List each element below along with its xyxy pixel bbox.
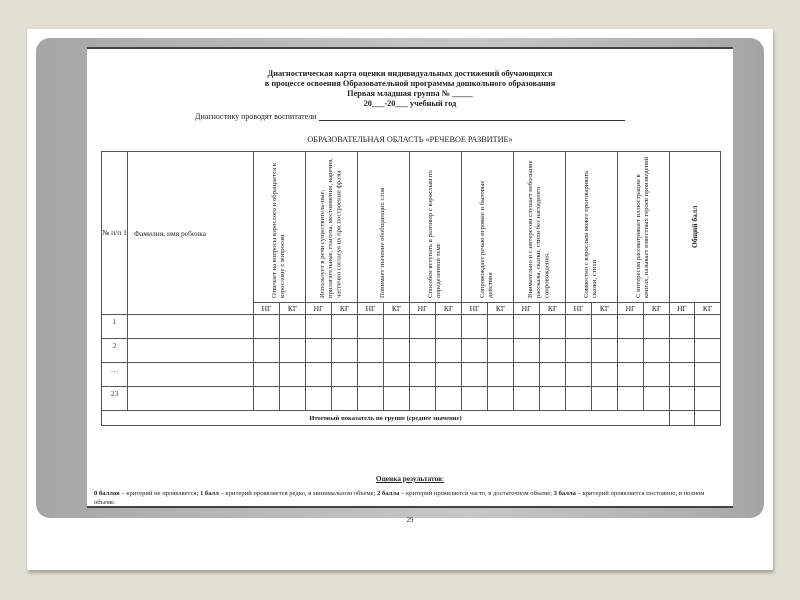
- score-cell-kg[interactable]: [644, 315, 670, 339]
- score-cell-kg[interactable]: [592, 363, 618, 387]
- criterion-label: Способен вступать в разговор с взрослым по определенной теме: [427, 170, 443, 298]
- score-1-text: – критерий проявляется редко, в минимальном объеме;: [218, 490, 378, 497]
- criterion-label: Использует в речи существитель-ные, прилагательные, глаголы, местоимения, наречия, частично согласуя их при построении фразы: [319, 158, 343, 298]
- area-title: ОБРАЗОВАТЕЛЬНАЯ ОБЛАСТЬ «РЕЧЕВОЕ РАЗВИТИЕ»: [307, 135, 513, 144]
- score-cell-kg[interactable]: [644, 387, 670, 411]
- diagnostic-table: [101, 151, 721, 426]
- score-cell-ng[interactable]: [358, 315, 384, 339]
- teachers-blank: [319, 112, 625, 121]
- table-row: [102, 339, 721, 363]
- score-cell-ng[interactable]: [254, 315, 280, 339]
- score-cell-ng[interactable]: [618, 363, 644, 387]
- score-cell-kg[interactable]: [695, 315, 721, 339]
- criterion-header: [566, 152, 618, 303]
- summary-label: Итоговый показатель по группе (среднее значение): [102, 411, 670, 426]
- score-cell-ng[interactable]: [514, 387, 540, 411]
- total-header: [670, 152, 721, 303]
- score-cell-ng[interactable]: [410, 387, 436, 411]
- score-cell-kg[interactable]: [280, 339, 306, 363]
- score-cell-ng[interactable]: [670, 315, 695, 339]
- total-label: Общий балл: [689, 205, 699, 249]
- score-cell-ng[interactable]: [670, 363, 695, 387]
- score-cell-ng[interactable]: [254, 339, 280, 363]
- criterion-label: Совместно с взрослым может проговаривать сказки, стихи: [583, 170, 599, 298]
- score-cell-kg[interactable]: [644, 363, 670, 387]
- score-cell-ng[interactable]: [254, 387, 280, 411]
- score-cell-ng[interactable]: [566, 387, 592, 411]
- score-cell-kg[interactable]: [695, 363, 721, 387]
- ng-label: НГ: [358, 303, 384, 315]
- child-name-cell[interactable]: [128, 387, 254, 411]
- score-cell-kg[interactable]: [384, 363, 410, 387]
- score-cell-kg[interactable]: [592, 387, 618, 411]
- score-1-label: 1 балл: [199, 490, 219, 497]
- kg-label: КГ: [436, 303, 462, 315]
- score-0-label: 0 баллов: [94, 490, 120, 497]
- score-cell-ng[interactable]: [358, 387, 384, 411]
- ng-label: НГ: [566, 303, 592, 315]
- criterion-label: Понимает значение обобщающих слов: [379, 187, 387, 298]
- score-cell-kg[interactable]: [488, 363, 514, 387]
- score-cell-ng[interactable]: [306, 387, 332, 411]
- score-cell-ng[interactable]: [410, 315, 436, 339]
- score-cell-kg[interactable]: [384, 339, 410, 363]
- score-cell-ng[interactable]: [358, 363, 384, 387]
- kg-label: КГ: [384, 303, 410, 315]
- criterion-header: [462, 152, 514, 303]
- data-rows: [102, 315, 721, 411]
- score-cell-kg[interactable]: [540, 315, 566, 339]
- group-line: Первая младшая группа № _____: [347, 89, 473, 98]
- score-0-text: – критерий не проявляется;: [119, 490, 200, 497]
- score-3-label: 3 балла: [553, 490, 576, 497]
- score-cell-kg[interactable]: [540, 339, 566, 363]
- criterion-header: [618, 152, 670, 303]
- criterion-header: [306, 152, 358, 303]
- score-cell-ng[interactable]: [514, 339, 540, 363]
- score-cell-kg[interactable]: [488, 387, 514, 411]
- kg-label: КГ: [695, 303, 721, 315]
- ng-label: НГ: [670, 303, 695, 315]
- score-cell-kg[interactable]: [384, 315, 410, 339]
- document-page: [87, 47, 733, 524]
- score-cell-kg[interactable]: [332, 387, 358, 411]
- ng-label: НГ: [410, 303, 436, 315]
- criterion-label: Отвечает на вопросы взрослого и обращается к взрослому с вопросом: [271, 162, 287, 298]
- criterion-header: [410, 152, 462, 303]
- row-number: 1: [102, 315, 128, 339]
- child-name-cell[interactable]: [128, 339, 254, 363]
- criterion-label: Сопровождает речью игровые и бытовые действия: [479, 180, 495, 298]
- score-cell-kg[interactable]: [695, 387, 721, 411]
- score-cell-kg[interactable]: [436, 363, 462, 387]
- score-cell-ng[interactable]: [618, 339, 644, 363]
- kg-label: КГ: [488, 303, 514, 315]
- score-cell-kg[interactable]: [592, 339, 618, 363]
- page-number: 29: [406, 516, 414, 524]
- score-cell-kg[interactable]: [488, 315, 514, 339]
- score-cell-kg[interactable]: [280, 315, 306, 339]
- ng-label: НГ: [514, 303, 540, 315]
- table-row: [102, 387, 721, 411]
- score-cell-kg[interactable]: [488, 339, 514, 363]
- summary-cell-kg: [695, 411, 721, 426]
- score-cell-ng[interactable]: [618, 315, 644, 339]
- kg-label: КГ: [644, 303, 670, 315]
- teachers-line: [195, 112, 625, 121]
- score-cell-ng[interactable]: [306, 339, 332, 363]
- score-cell-ng[interactable]: [566, 363, 592, 387]
- ng-label: НГ: [462, 303, 488, 315]
- score-cell-kg[interactable]: [644, 339, 670, 363]
- criterion-header: [358, 152, 410, 303]
- results-title-colon: :: [442, 474, 445, 483]
- summary-cell-ng: [670, 411, 695, 426]
- score-cell-ng[interactable]: [462, 363, 488, 387]
- ng-label: НГ: [254, 303, 280, 315]
- score-cell-ng[interactable]: [358, 339, 384, 363]
- header-row: [102, 152, 721, 303]
- child-name-cell[interactable]: [128, 363, 254, 387]
- criterion-label: Внимательно и с интересом слушает небольшие рассказы, сказки, стихи без наглядного сопровождения.: [527, 160, 551, 298]
- ng-label: НГ: [618, 303, 644, 315]
- results-title-text: Оценка результатов: [375, 474, 443, 483]
- results-title: [87, 474, 733, 483]
- score-cell-kg[interactable]: [540, 387, 566, 411]
- table-row: [102, 363, 721, 387]
- score-cell-kg[interactable]: [436, 387, 462, 411]
- teachers-label: Диагностику проводят воспитатели: [195, 112, 317, 121]
- criterion-header: [254, 152, 306, 303]
- row-number: 2: [102, 339, 128, 363]
- score-2-label: 2 балла: [377, 490, 400, 497]
- score-cell-kg[interactable]: [695, 339, 721, 363]
- results-legend: [94, 489, 725, 507]
- kg-label: КГ: [540, 303, 566, 315]
- score-cell-kg[interactable]: [436, 339, 462, 363]
- num-header: № п/п 1: [102, 152, 128, 315]
- score-cell-ng[interactable]: [462, 339, 488, 363]
- table-row: [102, 315, 721, 339]
- score-cell-ng[interactable]: [410, 339, 436, 363]
- year-line: 20___-20___ учебный год: [363, 99, 457, 108]
- score-cell-ng[interactable]: [514, 315, 540, 339]
- score-cell-ng[interactable]: [462, 387, 488, 411]
- score-cell-ng[interactable]: [618, 387, 644, 411]
- score-cell-ng[interactable]: [566, 339, 592, 363]
- row-number: 23: [102, 387, 128, 411]
- kg-label: КГ: [592, 303, 618, 315]
- score-cell-kg[interactable]: [332, 363, 358, 387]
- kg-label: КГ: [280, 303, 306, 315]
- kg-label: КГ: [332, 303, 358, 315]
- summary-row: [102, 411, 721, 426]
- title-line-1: Диагностическая карта оценки индивидуальных достижений обучающихся: [267, 69, 553, 78]
- score-2-text: – критерий проявляется часто, в достаточном объеме;: [399, 490, 554, 497]
- title-line-2: в процессе освоения Образовательной программы дошкольного образования: [264, 79, 556, 88]
- name-header: Фамилия, имя ребенка: [128, 152, 254, 315]
- child-name-cell[interactable]: [128, 315, 254, 339]
- score-cell-ng[interactable]: [670, 339, 695, 363]
- row-number: …: [102, 363, 128, 387]
- score-cell-kg[interactable]: [332, 339, 358, 363]
- score-cell-kg[interactable]: [280, 363, 306, 387]
- criterion-header: [514, 152, 566, 303]
- score-cell-ng[interactable]: [306, 363, 332, 387]
- score-cell-ng[interactable]: [566, 315, 592, 339]
- score-cell-kg[interactable]: [332, 315, 358, 339]
- score-cell-ng[interactable]: [254, 363, 280, 387]
- score-cell-ng[interactable]: [462, 315, 488, 339]
- score-cell-ng[interactable]: [306, 315, 332, 339]
- score-cell-kg[interactable]: [592, 315, 618, 339]
- score-3-text: – критерий проявляется постоянно, в полном объеме.: [94, 490, 705, 506]
- score-cell-kg[interactable]: [540, 363, 566, 387]
- score-cell-kg[interactable]: [280, 387, 306, 411]
- score-cell-kg[interactable]: [436, 315, 462, 339]
- score-cell-kg[interactable]: [384, 387, 410, 411]
- criterion-label: С интересом рассматривает иллюстрации в книгах, называет известных героев произведений: [635, 156, 651, 298]
- score-cell-ng[interactable]: [514, 363, 540, 387]
- score-cell-ng[interactable]: [410, 363, 436, 387]
- ng-label: НГ: [306, 303, 332, 315]
- score-cell-ng[interactable]: [670, 387, 695, 411]
